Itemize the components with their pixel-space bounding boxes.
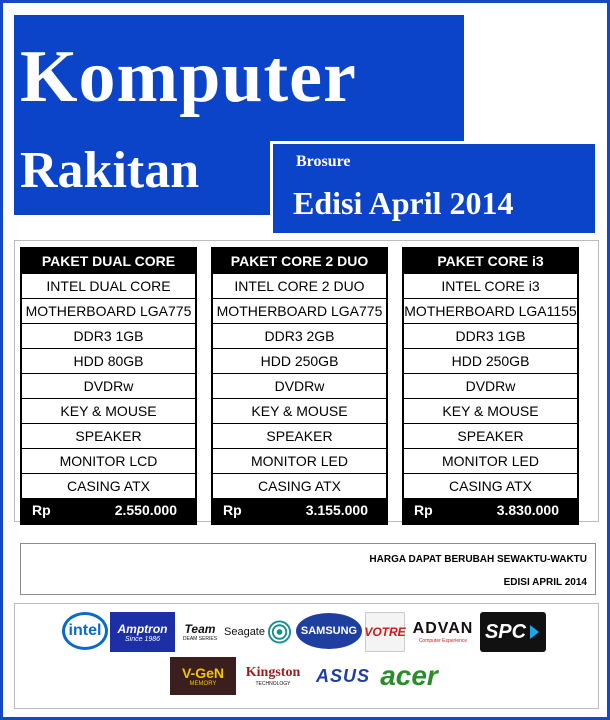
price-value: 3.155.000: [305, 502, 368, 518]
package-item: KEY & MOUSE: [22, 398, 195, 423]
package-item: INTEL CORE i3: [404, 273, 577, 298]
package-item: CASING ATX: [404, 473, 577, 498]
price-value: 3.830.000: [496, 502, 559, 518]
advan-logo: ADVAN Computer Experience: [412, 620, 474, 644]
package-item: MONITOR LED: [404, 448, 577, 473]
price-currency: Rp: [414, 502, 433, 518]
page-title: Komputer: [20, 36, 357, 118]
kingston-logo: Kingston TECHNOLOGY: [245, 665, 301, 687]
brochure-label: Brosure: [296, 153, 351, 170]
amptron-logo: Amptron Since 1986: [110, 612, 175, 652]
package-price: [213, 498, 386, 523]
package-item: MONITOR LCD: [22, 448, 195, 473]
price-notice: HARGA DAPAT BERUBAH SEWAKTU-WAKTU: [369, 554, 587, 565]
seagate-swirl-icon: [267, 619, 292, 645]
spc-logo: SPC: [480, 612, 546, 652]
edition-label: Edisi April 2014: [293, 185, 514, 221]
package-item: DVDRw: [22, 373, 195, 398]
package-item: MOTHERBOARD LGA775: [22, 298, 195, 323]
package-item: HDD 80GB: [22, 348, 195, 373]
edition-box: [270, 141, 598, 236]
team-logo: Team DEAM SERIES: [182, 622, 218, 642]
spc-arrow-icon: [529, 624, 541, 640]
package-item: CASING ATX: [22, 473, 195, 498]
notice-panel: [20, 543, 596, 595]
page-subtitle: Rakitan: [20, 142, 200, 199]
edition-note: EDISI APRIL 2014: [503, 577, 587, 588]
package-item: DDR3 1GB: [404, 323, 577, 348]
package-item: MOTHERBOARD LGA775: [213, 298, 386, 323]
package-item: INTEL DUAL CORE: [22, 273, 195, 298]
package-item: CASING ATX: [213, 473, 386, 498]
package-item: KEY & MOUSE: [213, 398, 386, 423]
package-item: SPEAKER: [404, 423, 577, 448]
package-title: PAKET DUAL CORE: [22, 249, 195, 273]
package-item: DDR3 1GB: [22, 323, 195, 348]
package-title: PAKET CORE 2 DUO: [213, 249, 386, 273]
price-currency: Rp: [32, 502, 51, 518]
votre-logo: VOTRE: [365, 612, 405, 652]
package-core-2-duo: [211, 247, 388, 525]
seagate-logo: Seagate: [224, 612, 292, 652]
acer-logo: acer: [380, 660, 438, 691]
package-item: DDR3 2GB: [213, 323, 386, 348]
asus-logo: ASUS: [315, 665, 370, 686]
vgen-logo: V-GeN MEMORY: [170, 657, 236, 695]
price-value: 2.550.000: [114, 502, 177, 518]
package-core-i3: [402, 247, 579, 525]
package-item: SPEAKER: [213, 423, 386, 448]
package-dual-core: [20, 247, 197, 525]
package-price: [22, 498, 195, 523]
package-item: MONITOR LED: [213, 448, 386, 473]
price-currency: Rp: [223, 502, 242, 518]
intel-logo: intel: [62, 612, 108, 650]
package-price: [404, 498, 577, 523]
package-item: HDD 250GB: [404, 348, 577, 373]
package-item: KEY & MOUSE: [404, 398, 577, 423]
package-item: SPEAKER: [22, 423, 195, 448]
package-item: DVDRw: [213, 373, 386, 398]
package-item: HDD 250GB: [213, 348, 386, 373]
package-item: DVDRw: [404, 373, 577, 398]
package-item: MOTHERBOARD LGA1155: [404, 298, 577, 323]
package-title: PAKET CORE i3: [404, 249, 577, 273]
package-item: INTEL CORE 2 DUO: [213, 273, 386, 298]
samsung-logo: SAMSUNG: [296, 613, 362, 649]
